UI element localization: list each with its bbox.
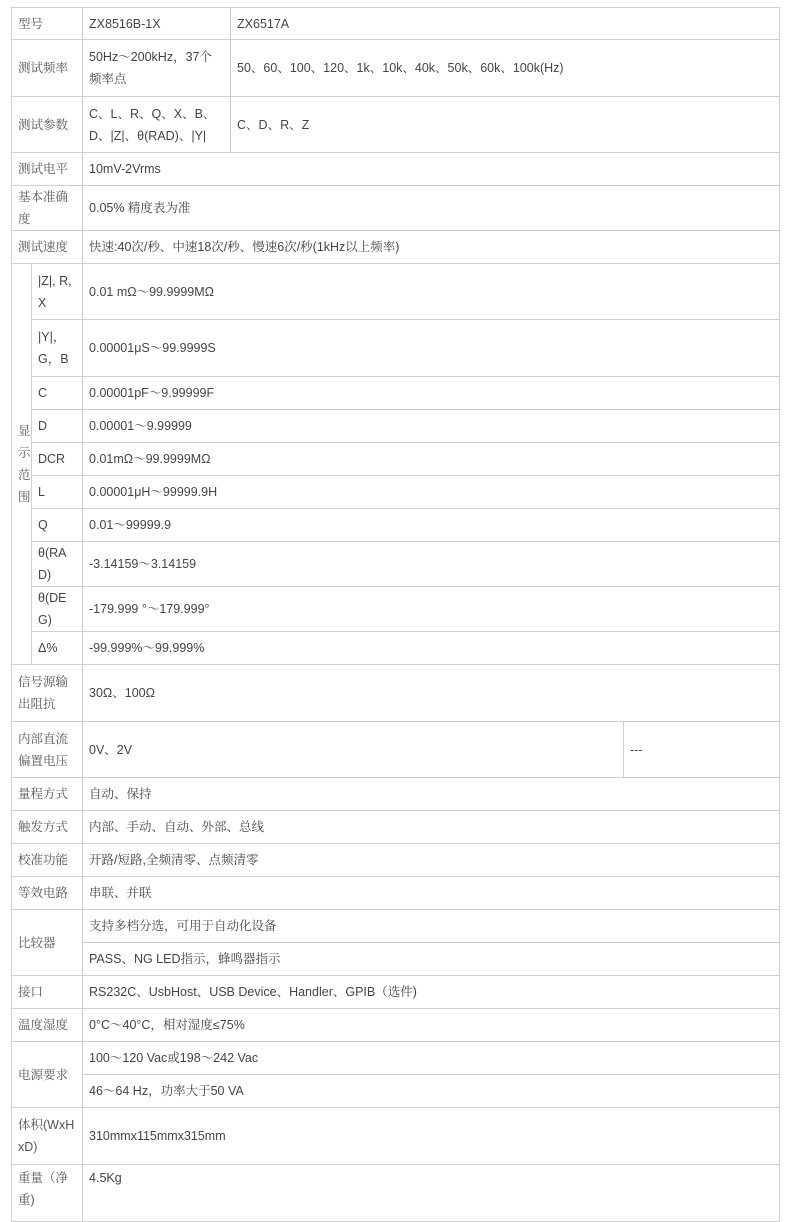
accuracy-value: 0.05% 精度表为准: [83, 186, 780, 231]
row-interface: [12, 976, 780, 1009]
row-model: [12, 8, 780, 40]
display-row-1: [12, 320, 780, 377]
model-label: 型号: [12, 8, 83, 40]
row-volume: [12, 1108, 780, 1165]
weight-label: 重量（净重): [12, 1165, 83, 1222]
row-temperature: [12, 1009, 780, 1042]
display-param-name: D: [32, 410, 83, 443]
row-comparator-2: [12, 943, 780, 976]
row-weight: [12, 1165, 780, 1222]
display-param-name: Δ%: [32, 632, 83, 665]
freq-value-a: 50Hz～200kHz，37个频率点: [83, 40, 231, 97]
row-trigger: [12, 811, 780, 844]
display-range-label: [12, 264, 32, 665]
volume-label: 体积(WxHxD): [12, 1108, 83, 1165]
row-freq: [12, 40, 780, 97]
display-row-2: [12, 377, 780, 410]
freq-value-b: 50、60、100、120、1k、10k、40k、50k、60k、100k(Hz): [231, 40, 780, 97]
power-value-2: 46～64 Hz，功率大于50 VA: [83, 1075, 780, 1108]
accuracy-label: 基本准确度: [12, 186, 83, 231]
params-label: 测试参数: [12, 97, 83, 153]
display-range-char: 显: [18, 424, 31, 438]
spec-table-wrapper: [11, 7, 779, 1222]
trigger-value: 内部、手动、自动、外部、总线: [83, 811, 780, 844]
level-label: 测试电平: [12, 153, 83, 186]
row-accuracy: [12, 186, 780, 231]
weight-value: 4.5Kg: [83, 1165, 780, 1222]
row-comparator-1: [12, 910, 780, 943]
row-impedance: [12, 665, 780, 722]
params-value-a: C、L、R、Q、X、B、D、|Z|、θ(RAD)、|Y|: [83, 97, 231, 153]
display-param-range: 0.00001pF～9.99999F: [83, 377, 780, 410]
display-row-8: [12, 587, 780, 632]
bias-value-a: 0V、2V: [83, 722, 624, 778]
display-param-range: 0.00001μH～99999.9H: [83, 476, 780, 509]
freq-label: 测试频率: [12, 40, 83, 97]
volume-value: 310mmx115mmx315mm: [83, 1108, 780, 1165]
power-value-1: 100～120 Vac或198～242 Vac: [83, 1042, 780, 1075]
display-row-5: [12, 476, 780, 509]
power-label: 电源要求: [12, 1042, 83, 1108]
bias-label: 内部直流偏置电压: [12, 722, 83, 778]
row-power-2: [12, 1075, 780, 1108]
range-mode-label: 量程方式: [12, 778, 83, 811]
display-param-range: -179.999 °～179.999°: [83, 587, 780, 632]
display-param-name: DCR: [32, 443, 83, 476]
interface-value: RS232C、UsbHost、USB Device、Handler、GPIB（选件): [83, 976, 780, 1009]
display-param-name: θ(DEG): [32, 587, 83, 632]
row-params: [12, 97, 780, 153]
display-range-char: 示: [18, 446, 31, 460]
display-param-range: 0.01mΩ～99.9999MΩ: [83, 443, 780, 476]
display-row-4: [12, 443, 780, 476]
temperature-value: 0°C～40°C，相对湿度≤75%: [83, 1009, 780, 1042]
model-value-a: ZX8516B-1X: [83, 8, 231, 40]
interface-label: 接口: [12, 976, 83, 1009]
row-speed: [12, 231, 780, 264]
display-row-0: [12, 264, 780, 320]
speed-value: 快速:40次/秒、中速18次/秒、慢速6次/秒(1kHz以上频率): [83, 231, 780, 264]
spec-table: [11, 7, 780, 1222]
display-row-3: [12, 410, 780, 443]
comparator-value-2: PASS、NG LED指示，蜂鸣器指示: [83, 943, 780, 976]
bias-value-b: ---: [624, 722, 780, 778]
display-param-name: |Z|, R, X: [32, 264, 83, 320]
display-row-6: [12, 509, 780, 542]
display-range-char: 围: [18, 490, 31, 504]
display-param-name: Q: [32, 509, 83, 542]
params-value-b: C、D、R、Z: [231, 97, 780, 153]
comparator-label: 比较器: [12, 910, 83, 976]
row-circuit: [12, 877, 780, 910]
row-range-mode: [12, 778, 780, 811]
row-level: [12, 153, 780, 186]
display-param-range: 0.00001μS～99.9999S: [83, 320, 780, 377]
row-bias: [12, 722, 780, 778]
comparator-value-1: 支持多档分选，可用于自动化设备: [83, 910, 780, 943]
display-param-name: C: [32, 377, 83, 410]
range-mode-value: 自动、保持: [83, 778, 780, 811]
display-param-name: L: [32, 476, 83, 509]
row-power-1: [12, 1042, 780, 1075]
display-param-range: -3.14159～3.14159: [83, 542, 780, 587]
trigger-label: 触发方式: [12, 811, 83, 844]
speed-label: 测试速度: [12, 231, 83, 264]
impedance-value: 30Ω、100Ω: [83, 665, 780, 722]
display-param-range: -99.999%～99.999%: [83, 632, 780, 665]
impedance-label: 信号源输出阻抗: [12, 665, 83, 722]
display-param-range: 0.01 mΩ～99.9999MΩ: [83, 264, 780, 320]
row-calibration: [12, 844, 780, 877]
calibration-label: 校准功能: [12, 844, 83, 877]
display-row-9: [12, 632, 780, 665]
display-param-range: 0.00001～9.99999: [83, 410, 780, 443]
level-value: 10mV-2Vrms: [83, 153, 780, 186]
circuit-value: 串联、并联: [83, 877, 780, 910]
display-row-7: [12, 542, 780, 587]
temperature-label: 温度湿度: [12, 1009, 83, 1042]
model-value-b: ZX6517A: [231, 8, 780, 40]
circuit-label: 等效电路: [12, 877, 83, 910]
display-param-name: θ(RAD): [32, 542, 83, 587]
display-param-range: 0.01～99999.9: [83, 509, 780, 542]
display-param-name: |Y|，G，B: [32, 320, 83, 377]
display-range-char: 范: [18, 468, 31, 482]
calibration-value: 开路/短路,全频清零、点频清零: [83, 844, 780, 877]
